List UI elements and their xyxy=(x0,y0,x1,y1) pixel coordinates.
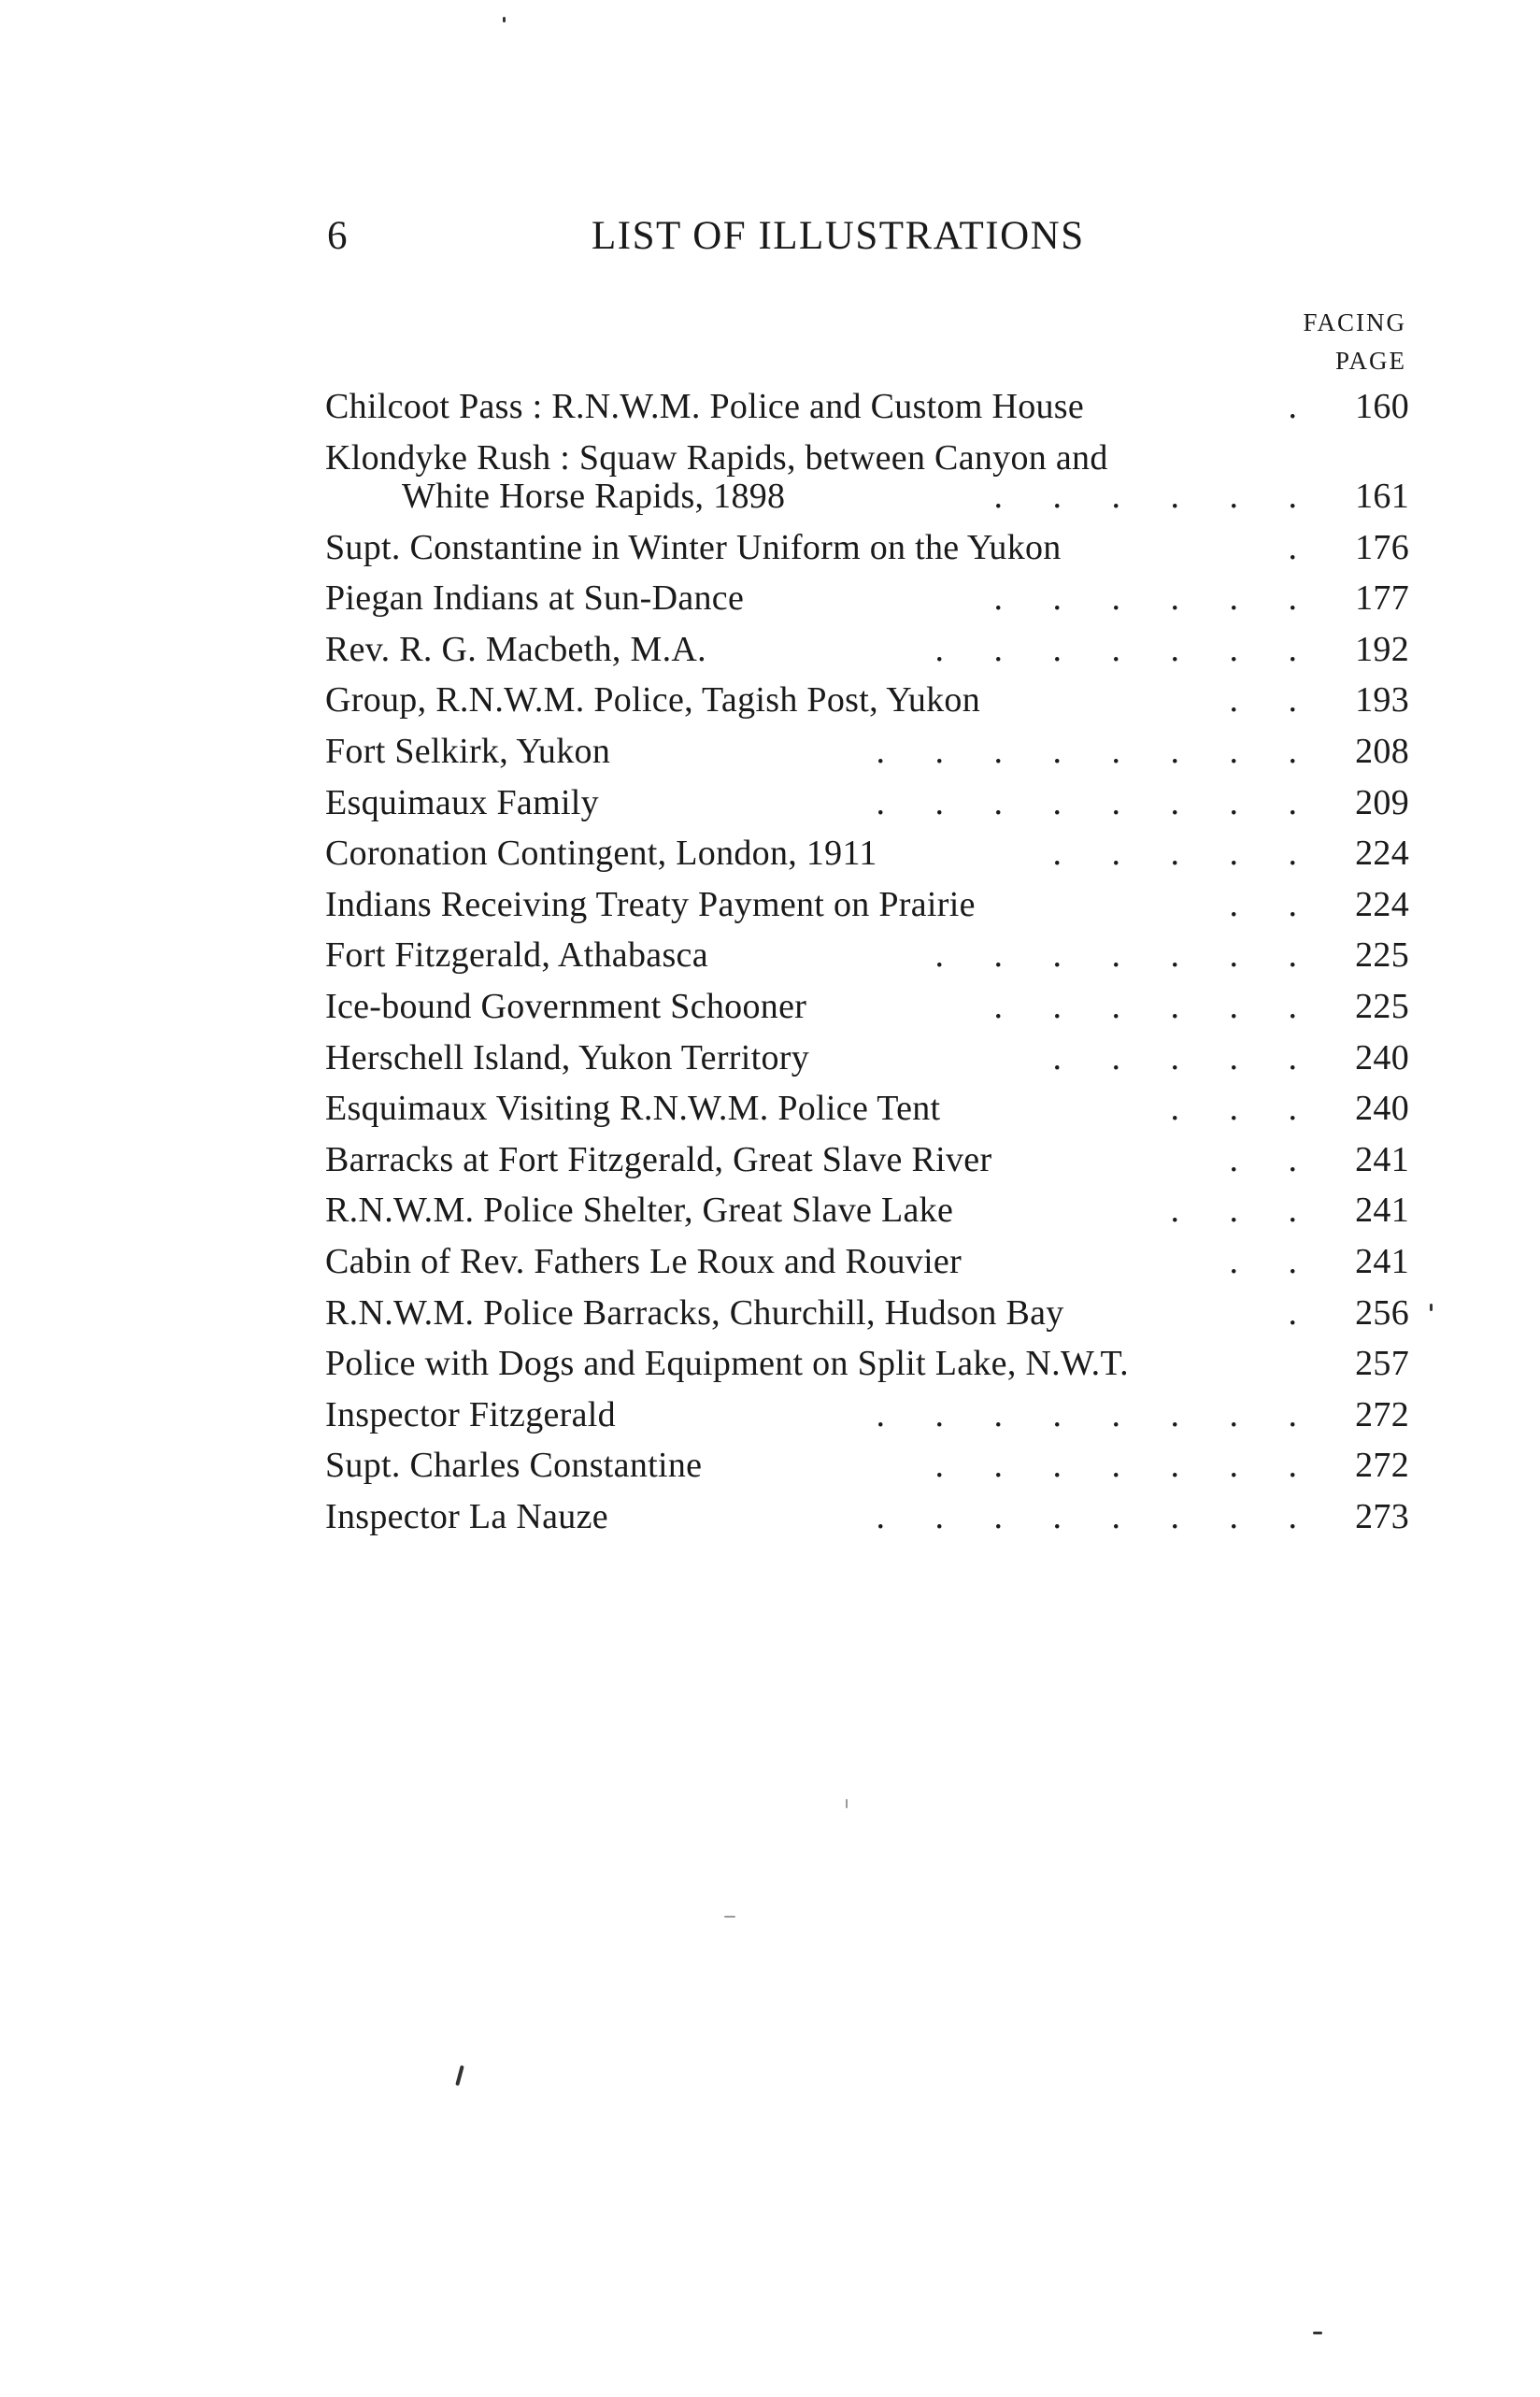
list-entry xyxy=(325,1390,1409,1441)
illustration-list xyxy=(325,381,1409,1542)
dot-leader: . . . . . . . . xyxy=(876,782,1318,822)
entry-page-number: 192 xyxy=(1355,629,1409,669)
entry-page-number: 224 xyxy=(1355,884,1409,924)
list-entry xyxy=(325,522,1409,574)
entry-title: R.N.W.M. Police Shelter, Great Slave Lake xyxy=(325,1191,954,1231)
entry-page-number: 209 xyxy=(1355,782,1409,822)
dot-leader: . . . . . . xyxy=(993,476,1318,516)
page-number: 6 xyxy=(327,214,349,258)
entry-title: Coronation Contingent, London, 1911 xyxy=(325,834,877,874)
entry-title: Chilcoot Pass : R.N.W.M. Police and Custom House xyxy=(325,387,1085,426)
entry-page-number: 208 xyxy=(1355,731,1409,771)
list-entry xyxy=(325,624,1409,676)
entry-title: Ice-bound Government Schooner xyxy=(325,986,807,1026)
list-entry xyxy=(325,1440,1409,1491)
list-entry xyxy=(325,1236,1409,1288)
page-header xyxy=(327,213,1411,269)
entry-title: Supt. Constantine in Winter Uniform on the Yukon xyxy=(325,527,1062,567)
entry-title: Piegan Indians at Sun-Dance xyxy=(325,578,745,619)
list-entry xyxy=(325,930,1409,981)
list-entry xyxy=(325,1134,1409,1186)
column-heading-line2: PAGE xyxy=(1334,347,1406,375)
dot-leader: . . . xyxy=(1170,1089,1318,1129)
dot-leader: . . xyxy=(1229,884,1318,924)
dot-leader: . . . . . xyxy=(1052,834,1318,874)
entry-page-number: 224 xyxy=(1355,834,1409,874)
list-entry xyxy=(325,1033,1409,1084)
scan-speck xyxy=(1430,1304,1433,1311)
scan-speck xyxy=(724,1916,735,1918)
entry-page-number: 241 xyxy=(1355,1241,1409,1281)
list-entry xyxy=(325,433,1409,522)
entry-page-number: 241 xyxy=(1355,1139,1409,1179)
list-entry xyxy=(325,381,1409,433)
entry-page-number: 176 xyxy=(1355,527,1409,567)
list-entry xyxy=(325,573,1409,624)
entry-page-number: 240 xyxy=(1355,1089,1409,1129)
entry-title: Indians Receiving Treaty Payment on Prairie xyxy=(325,884,976,924)
scan-speck xyxy=(1313,2332,1322,2334)
entry-page-number: 160 xyxy=(1355,387,1409,426)
dot-leader: . . . . . . . . xyxy=(876,731,1318,771)
entry-title: Cabin of Rev. Fathers Le Roux and Rouvier xyxy=(325,1241,962,1281)
list-entry xyxy=(325,1185,1409,1236)
entry-title: Barracks at Fort Fitzgerald, Great Slave River xyxy=(325,1139,992,1179)
scan-speck xyxy=(503,17,506,22)
list-entry xyxy=(325,879,1409,931)
list-entry xyxy=(325,675,1409,726)
entry-title: Police with Dogs and Equipment on Split Lake, N.W.T. xyxy=(325,1344,1129,1384)
dot-leader: . . xyxy=(1229,680,1318,721)
dot-leader: . xyxy=(1288,527,1318,567)
entry-title: Group, R.N.W.M. Police, Tagish Post, Yukon xyxy=(325,680,981,721)
entry-title: Rev. R. G. Macbeth, M.A. xyxy=(325,629,706,669)
dot-leader: . . . . . . . xyxy=(934,629,1318,669)
dot-leader: . . xyxy=(1229,1139,1318,1179)
entry-title: Inspector La Nauze xyxy=(325,1496,608,1536)
entry-title: Herschell Island, Yukon Territory xyxy=(325,1037,810,1077)
list-entry xyxy=(325,1288,1409,1339)
entry-title: Supt. Charles Constantine xyxy=(325,1446,703,1486)
entry-page-number: 240 xyxy=(1355,1037,1409,1077)
entry-page-number: 256 xyxy=(1355,1292,1409,1333)
facing-page-column-heading xyxy=(1303,304,1406,380)
entry-page-number: 257 xyxy=(1355,1344,1409,1384)
dot-leader: . . . . . . . xyxy=(934,935,1318,976)
dot-leader: . . . . . . . xyxy=(934,1446,1318,1486)
list-entry xyxy=(325,778,1409,829)
entry-title: Esquimaux Visiting R.N.W.M. Police Tent xyxy=(325,1089,941,1129)
scan-speck xyxy=(846,1799,848,1808)
dot-leader: . . . . . . xyxy=(993,986,1318,1026)
entry-title: Fort Selkirk, Yukon xyxy=(325,731,611,771)
dot-leader: . . . xyxy=(1170,1191,1318,1231)
list-entry xyxy=(325,1338,1409,1390)
list-entry xyxy=(325,981,1409,1033)
entry-title: R.N.W.M. Police Barracks, Churchill, Hudson Bay xyxy=(325,1292,1064,1333)
entry-page-number: 193 xyxy=(1355,680,1409,721)
entry-title: Esquimaux Family xyxy=(325,782,599,822)
dot-leader: . . . . . . . . xyxy=(876,1394,1318,1434)
entry-title-continuation: White Horse Rapids, 1898 xyxy=(402,476,786,516)
entry-page-number: 273 xyxy=(1355,1496,1409,1536)
column-heading-line1: FACING xyxy=(1303,308,1406,336)
dot-leader: . . . . . . xyxy=(993,578,1318,619)
entry-page-number: 225 xyxy=(1355,986,1409,1026)
dot-leader: . . xyxy=(1229,1241,1318,1281)
page-title: LIST OF ILLUSTRATIONS xyxy=(592,214,1085,258)
dot-leader: . . . . . . . . xyxy=(876,1496,1318,1536)
scan-speck xyxy=(455,2065,464,2086)
entry-page-number: 161 xyxy=(1355,476,1409,516)
entry-page-number: 225 xyxy=(1355,935,1409,976)
list-entry xyxy=(325,1491,1409,1543)
entry-page-number: 272 xyxy=(1355,1394,1409,1434)
list-entry xyxy=(325,1083,1409,1134)
entry-title: Klondyke Rush : Squaw Rapids, between Canyon and xyxy=(325,437,1108,478)
entry-title: Inspector Fitzgerald xyxy=(325,1394,616,1434)
list-entry xyxy=(325,726,1409,778)
entry-page-number: 241 xyxy=(1355,1191,1409,1231)
dot-leader: . . . . . xyxy=(1052,1037,1318,1077)
dot-leader: . xyxy=(1288,1292,1318,1333)
entry-page-number: 177 xyxy=(1355,578,1409,619)
dot-leader: . xyxy=(1288,387,1318,426)
list-entry xyxy=(325,828,1409,879)
entry-page-number: 272 xyxy=(1355,1446,1409,1486)
entry-title: Fort Fitzgerald, Athabasca xyxy=(325,935,708,976)
